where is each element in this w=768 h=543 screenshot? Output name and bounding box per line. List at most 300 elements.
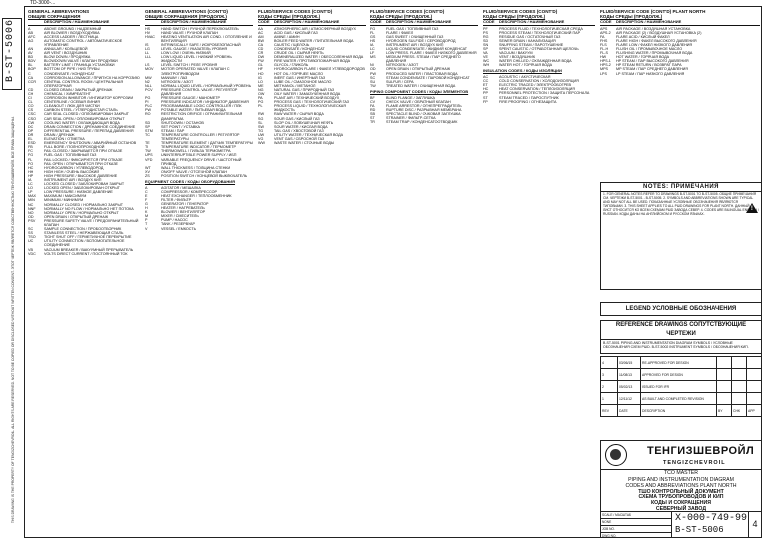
abbrev-row: [145, 133, 253, 141]
abbrev-code: NG: [258, 87, 264, 92]
abbrev-desc: SNUFFING STEAM / ПАРОТУШЕНИЕ: [499, 42, 564, 47]
revision-by: BY: [717, 405, 732, 417]
abbrev-code: WH: [483, 63, 490, 68]
abbrev-desc: TANK / РЕЗЕРВУАР: [161, 222, 195, 227]
abbrev-desc: CENTERLINE / ОСЕВАЯ ЛИНИЯ: [44, 100, 100, 105]
abbrev-code: ME: [258, 83, 264, 88]
abbrev-code: DC: [28, 124, 34, 129]
abbrev-code: LO: [258, 79, 263, 84]
abbrev-code: HP: [28, 173, 34, 178]
abbrev-desc: CAUSTIC / ЩЕЛОЧЬ: [274, 42, 310, 47]
abbrev-code: T: [145, 222, 148, 227]
abbrev-desc: VESSEL / ЕМКОСТЬ: [161, 226, 197, 231]
abbrev-code: SS: [28, 231, 33, 236]
abbrev-code: PCV: [145, 87, 153, 92]
abbrev-code: FL: [370, 30, 375, 35]
abbrev-desc: CARBON STEEL / УГЛЕРОДИСТАЯ СТАЛЬ: [44, 108, 118, 113]
abbrev-row: [145, 227, 253, 231]
column-title-ru: КОДЫ СРЕДЫ (ПРОДОЛЖ.): [370, 14, 433, 19]
abbrev-code: XV: [145, 169, 150, 174]
abbrev-code: UW: [258, 132, 265, 137]
abbrev-desc: NORMALLY OPEN / НОРМАЛЬНО ОТКРЫТ: [44, 210, 119, 215]
abbrev-code: APS-2: [600, 30, 611, 35]
vertical-sheet-code-text: B-ST-5006: [5, 18, 17, 83]
abbrev-code: CSC: [28, 112, 36, 117]
abbrev-code: LP: [28, 190, 33, 195]
abbrev-code: SL: [258, 120, 263, 125]
abbrev-code: PL: [258, 104, 263, 109]
abbrev-code: HPS-2: [600, 63, 611, 68]
abbrev-desc: SHUTDOWN / ОСТАНОВ: [161, 120, 204, 125]
abbrev-code: MW: [145, 75, 152, 80]
abbrev-code: OW: [258, 92, 265, 96]
abbrev-code: DP: [28, 128, 34, 133]
abbrev-code: VG: [258, 137, 264, 142]
abbrev-code: TSO: [28, 235, 36, 240]
abbrev-code: LG: [145, 46, 150, 51]
abbrev-code: VDC: [28, 251, 36, 256]
abbrev-code: PA: [258, 96, 263, 101]
column-header-desc: DESCRIPTION / НАИМЕНОВАНИЕ: [616, 19, 682, 24]
abbrev-desc: HP STEAM RETURN / ВОЗВРАТ ПАРА: [616, 63, 682, 68]
abbrev-desc: CENTRAL CONTROL ROOM / ЦЕНТРАЛЬНАЯ ОПЕРАТОРНАЯ: [44, 79, 124, 88]
abbrev-code: BDV: [28, 59, 36, 64]
abbrev-code: FA: [600, 34, 605, 39]
abbrev-desc: LOW LOW / ОЧЕНЬ НИЗКИЙ: [161, 51, 211, 56]
abbrev-desc: AIR PACKAGE / ВОЗДУШНАЯ УСТАНОВКА: [616, 26, 691, 31]
abbrev-desc: METHANOL / МЕТАНОЛ: [274, 83, 316, 88]
grid-label: DWG NO.: [602, 534, 617, 538]
abbrev-code: FO: [28, 161, 34, 166]
abbrev-code: IS: [145, 42, 149, 47]
abbrev-desc: ACCESS LADDER / ЛЕСТНИЦА: [44, 34, 99, 39]
abbrev-code: NLL: [145, 83, 152, 88]
column-title-en: GENERAL ABBREVIATIONS: [28, 9, 90, 14]
column-title: [145, 9, 253, 19]
abbrev-code: RW: [258, 112, 265, 117]
revision-rev: REV: [601, 405, 618, 417]
section-title: PIPING COMPONENT CODES / КОДЫ ЭЛЕМЕНТОВ: [370, 88, 469, 94]
abbrev-desc: BLOWDOWN VALVE / КЛАПАН ПРОДУВКИ: [44, 59, 118, 64]
abbrev-row: [28, 39, 140, 47]
abbrev-code: FG: [370, 26, 376, 31]
abbrev-row: [145, 88, 253, 96]
abbrev-desc: LP STEAM / ПАР НИЗКОГО ДАВЛЕНИЯ: [616, 71, 685, 76]
column-header: [28, 20, 140, 26]
abbrev-desc: CHECK VALVE / ОБРАТНЫЙ КЛАПАН: [386, 99, 451, 104]
abbrev-code: PG: [145, 96, 151, 101]
sheet-number: 4: [748, 512, 761, 537]
abbrev-row: [145, 158, 253, 166]
abbrev-desc: ON/OFF VALVE / ОТСЕЧНОЙ КЛАПАН: [161, 169, 228, 174]
abbrev-desc: LUBE OIL / СМАЗОЧНОЕ МАСЛО: [274, 79, 332, 84]
abbrev-desc: INSTRUMENT AIR / ВОЗДУХ КИП: [386, 42, 444, 47]
column-title: [370, 9, 478, 19]
abbrev-code: AA: [258, 26, 263, 31]
abbrev-desc: LOCKED CLOSED / ЗАБЛОКИРОВАН ЗАКРЫТ: [44, 182, 125, 187]
document-number: X-000-749-99: [675, 513, 748, 524]
abbrev-desc: TEMPERATURE INDICATOR / ТЕРМОМЕТР: [161, 145, 236, 150]
abbrev-desc: FUEL GAS / ТОПЛИВНЫЙ ГАЗ: [386, 26, 439, 31]
column-title-ru: ОБЩИЕ СОКРАЩЕНИЯ: [28, 14, 81, 19]
abbrev-code: TG: [258, 128, 264, 133]
vertical-disclaimer-text: THIS DRAWING IS THE PROPERTY OF TENGIZCHEVROIL. ALL RIGHTS ARE RESERVED. NOT TO BE COPIED OR DISCLOSED WITHOUT WRITTEN CONSENT. ЭТОТ ЧЕРТЕЖ ЯВЛЯЕТСЯ СОБСТВЕННОСТЬЮ ТЕНГИЗШЕВРОЙЛ. ВСЕ ПРАВА ЗАЩИЩЕНЫ.: [10, 116, 15, 524]
abbrev-row: [28, 252, 140, 256]
abbrev-code: HS: [370, 38, 376, 43]
document-number-box: [600, 512, 762, 538]
section-title: INSULATION CODES / КОДЫ ИЗОЛЯЦИИ: [483, 68, 562, 74]
abbrev-code: FHS: [600, 38, 608, 43]
abbrev-code: TE: [145, 141, 150, 146]
section-rows: [145, 186, 253, 231]
reference-body: B-ST-5001 PIPING AND INSTRUMENTATION DIAGRAM SYMBOLS / УСЛОВНЫЕ ОБОЗНАЧЕНИЯ СХЕМ P&ID. B-ST-5002 INSTRUMENT SYMBOLS / ОБОЗНАЧЕНИЯ КИП.: [603, 341, 749, 350]
abbrev-desc: CHEMICAL / ХИМРЕАГЕНТ: [44, 92, 91, 96]
revision-rev: 4: [601, 357, 618, 369]
abbrev-row: [145, 55, 253, 63]
abbrev-code: PI: [145, 100, 149, 105]
abbrev-code: VFD: [145, 157, 153, 162]
abbrev-row: [145, 112, 253, 120]
abbrev-column-3: [258, 9, 366, 535]
abbrev-desc: LOW PRESS. FLARE / ФАКЕЛ НИЗКОГО ДАВЛЕНИЯ: [386, 51, 477, 56]
abbrev-code: K: [145, 210, 148, 215]
abbrev-desc: GAS SWEET / ОЧИЩЕННЫЙ ГАЗ: [386, 34, 444, 39]
abbrev-code: ZS: [145, 173, 150, 178]
abbrev-desc: RESIDUE GAS / ОСТАТОЧНЫЙ ГАЗ: [499, 34, 561, 39]
abbrev-column-4: [370, 9, 478, 535]
abbrev-code: OD: [370, 67, 376, 72]
abbrev-code: DW: [258, 55, 265, 60]
column-header-desc: DESCRIPTION / НАИМЕНОВАНИЕ: [274, 19, 340, 24]
revision-app: [747, 369, 762, 381]
revision-chk: [732, 393, 747, 405]
abbrev-desc: UNINTERRUPTIBLE POWER SUPPLY / ИБП: [161, 153, 237, 158]
column-header: [370, 20, 478, 26]
revision-desc: APPROVED FOR DESIGN: [641, 369, 717, 381]
abbrev-desc: GENERATOR / ГЕНЕРАТОР: [161, 201, 209, 206]
abbrev-desc: PROCESS GAS / ТЕХНОЛОГИЧЕСКИЙ ГАЗ: [274, 100, 349, 105]
abbrev-code: FC: [28, 149, 33, 154]
abbrev-code: STM: [145, 128, 153, 133]
grid-label: SCALE / МАСШТАБ: [601, 512, 671, 519]
abbrev-code: FB: [28, 145, 33, 150]
abbrev-desc: SAMPLE CONNECTION / ПРОБООТБОРНИК: [44, 227, 122, 232]
abbrev-code: ST: [483, 95, 488, 100]
title-line-en-2: PIPING AND INSTRUMENTATION DIAGRAM: [628, 476, 734, 483]
abbrev-column-1: [28, 9, 140, 535]
abbrev-desc: RESTRICTION ORIFICE / ОГРАНИЧИТЕЛЬНАЯ ДИАФРАГМА: [161, 112, 243, 121]
abbrev-code: PP: [483, 91, 488, 96]
abbrev-code: NC: [28, 202, 34, 207]
abbrev-code: PLC: [145, 104, 153, 109]
abbrev-code: CSO: [28, 116, 36, 121]
abbrev-desc: PRESSURE GAUGE / МАНОМЕТР: [161, 96, 221, 101]
abbrev-code: BL: [28, 63, 33, 68]
abbrev-code: APS: [600, 26, 608, 31]
reference-drawings-box: [600, 320, 762, 354]
column-title-en: FLUID/SERVICE CODES (CONT'D): [258, 9, 333, 14]
abbrev-desc: TREATED WATER / ОЧИЩЕННАЯ ВОДА: [386, 83, 456, 88]
abbrev-desc: CLEANOUT / ЛЮК ДЛЯ ЧИСТКИ: [44, 104, 100, 109]
abbrev-code: PF: [483, 26, 488, 31]
abbrev-code: EL: [28, 137, 33, 142]
abbrev-desc: ANNULAR / КОЛЬЦЕВОЙ: [44, 46, 88, 51]
abbrev-code: NO: [28, 210, 34, 215]
column-title: [600, 9, 760, 19]
abbrev-code: FW: [258, 59, 264, 64]
revision-app: APP: [747, 405, 762, 417]
abbrev-desc: BLIND FLANGE / ЗАГЛУШКА: [386, 95, 435, 100]
abbrev-code: MPS: [600, 67, 608, 72]
abbrev-desc: OPEN DRAIN / ОТКРЫТЫЙ ДРЕНАЖ: [386, 67, 451, 72]
revision-desc: RE-APPROVED FOR DESIGN: [641, 357, 717, 369]
abbrev-desc: HYDROGEN SULFIDE / СЕРОВОДОРОД: [386, 38, 456, 43]
abbrev-desc: UTILITY CONNECTION / ВСПОМОГАТЕЛЬНОЕ СОЕДИНЕНИЕ: [44, 239, 125, 248]
abbrev-code: VE: [483, 55, 488, 60]
abbrev-code: HV: [145, 30, 151, 35]
abbrev-desc: SPENT CAUSTIC / ОТРАБОТАННАЯ ЩЕЛОЧЬ: [499, 46, 579, 51]
abbrev-code: AG: [28, 38, 34, 43]
abbrev-code: CO: [28, 104, 34, 109]
abbrev-desc: FIRE WATER / ПРОТИВОПОЖАРНАЯ ВОДА: [274, 59, 351, 64]
abbrev-desc: FLARE / ФАКЕЛ: [386, 30, 414, 35]
abbrev-desc: NORMALLY NO FLOW / НОРМАЛЬНО НЕТ ПОТОКА: [44, 206, 134, 211]
abbrev-desc: SOUR WATER / КИСЛАЯ ВОДА: [274, 124, 328, 129]
abbrev-desc: SULFUR / СЕРА: [386, 79, 414, 84]
abbrev-code: VB: [28, 247, 33, 252]
abbrev-desc: BLOWER / ВЕНТИЛЯТОР: [161, 210, 206, 215]
company-name-ru: ТЕНГИЗШЕВРОЙЛ: [647, 445, 755, 457]
abbrev-desc: FUEL GAS / ТОПЛИВНЫЙ ГАЗ: [44, 153, 97, 158]
abbrev-code: N2: [145, 79, 150, 84]
abbrev-column-6: [600, 9, 760, 179]
abbrev-desc: FLAME ARRESTOR / ОГНЕПРЕГРАДИТЕЛЬ: [386, 103, 462, 108]
abbrev-code: HO: [258, 71, 264, 76]
revision-app: [747, 381, 762, 393]
column-title-ru: КОДЫ СРЕДЫ (ПРОДОЛЖ.): [258, 14, 321, 19]
abbrev-code: TW: [370, 83, 376, 88]
abbrev-desc: ELEVATION / ОТМЕТКА: [44, 137, 85, 142]
abbrev-row: [145, 174, 253, 178]
column-title-en: FLUID/SERVICE CODES (CONT'D): [370, 9, 445, 14]
abbrev-code: E: [145, 193, 148, 198]
column-header-code: CODE: [258, 19, 270, 24]
abbrev-desc: RUPTURE DISC / РАЗРЫВНАЯ МЕМБРАНА: [386, 107, 462, 112]
abbrev-desc: ATMOSPHERIC AIR / АТМОСФЕРНЫЙ ВОЗДУХ: [274, 26, 356, 31]
grid-label: JOB NO.: [601, 526, 671, 533]
title-line-ru-3: КОДЫ И СОКРАЩЕНИЯ: [650, 499, 712, 506]
abbrev-desc: FILTER / ФИЛЬТР: [161, 197, 192, 202]
abbrev-code: AV: [28, 51, 33, 56]
abbrev-desc: TIGHT SHUT OFF / ГЕРМЕТИЧНОЕ ПЕРЕКРЫТИЕ: [44, 235, 132, 240]
abbrev-code: MIN: [28, 198, 35, 203]
revision-chk: [732, 369, 747, 381]
abbrev-code: RG: [483, 34, 489, 39]
abbrev-code: TI: [145, 145, 149, 150]
revision-by: [717, 381, 732, 393]
abbrev-desc: RAW WATER / СЫРАЯ ВОДА: [274, 112, 324, 117]
column-header-desc: DESCRIPTION / НАИМЕНОВАНИЕ: [386, 19, 452, 24]
abbrev-desc: PROCESS STEAM / ТЕХНОЛОГИЧЕСКИЙ ПАР: [499, 30, 581, 35]
column-title-ru: КОДЫ СРЕДЫ (ПРОДОЛЖ.): [600, 14, 663, 19]
abbrev-desc: MIXER / СМЕСИТЕЛЬ: [161, 214, 199, 219]
reference-title: REFERENCE DRAWINGS СОПУТСТВУЮЩИЕ ЧЕРТЕЖИ: [601, 321, 761, 340]
revision-app: [747, 393, 762, 405]
vertical-disclaimer-strip: [4, 92, 20, 532]
abbrev-desc: FLARE ACID / КИСЛЫЙ ФАКЕЛ: [616, 34, 670, 39]
abbrev-desc: WATER HOT / ГОРЯЧАЯ ВОДА: [499, 63, 553, 68]
abbrev-code: SP: [483, 46, 488, 51]
abbrev-code: LLL: [145, 55, 152, 60]
abbrev-desc: FAIL OPEN / ОТКРЫВАЕТСЯ ПРИ ОТКАЗЕ: [44, 161, 119, 166]
abbrev-desc: MP STEAM / ПАР СРЕДНЕГО ДАВЛЕНИЯ: [616, 67, 688, 72]
abbrev-desc: WATER CHILLED / ОХЛАЖДЕННАЯ ВОДА: [499, 59, 572, 64]
column-rows: [258, 27, 366, 146]
revision-rev: 1: [601, 393, 618, 405]
document-info-grid: [601, 512, 672, 537]
abbrev-code: ST: [370, 115, 375, 120]
revision-row: [601, 405, 762, 417]
abbrev-row: [145, 35, 253, 43]
abbrev-desc: FLUSH OIL / ПРОМЫВОЧНОЕ МАСЛО: [616, 46, 683, 51]
column-title-ru: ОБЩИЕ СОКРАЩЕНИЯ (ПРОДОЛЖ.): [145, 14, 227, 19]
abbrev-code: UC: [28, 239, 34, 244]
abbrev-desc: COOLING WATER / ОХЛАЖДАЮЩАЯ ВОДА: [44, 120, 120, 125]
abbrev-desc: CAR SEAL OPEN / ОПЛОМБИРОВАН ОТКРЫТ: [44, 116, 125, 121]
abbrev-desc: ELECTRIC TRACED / ЭЛЕКТРООБОГРЕВ: [499, 83, 571, 88]
abbrev-desc: SEWER DRAIN / КАНАЛИЗАЦИЯ: [499, 38, 556, 43]
abbrev-code: LL: [145, 51, 150, 56]
abbrev-code: FG: [28, 153, 34, 158]
revision-chk: [732, 381, 747, 393]
abbrev-code: CA: [258, 42, 264, 47]
abbrev-desc: VACUUM / ВАКУУМ: [499, 51, 533, 56]
abbrev-desc: SPECTACLE BLIND / ОЧКОВАЯ ЗАГЛУШКА: [386, 111, 461, 116]
abbrev-code: HH: [28, 169, 34, 174]
abbrev-desc: FULL BORE / ПОЛНОПРОХОДНОЙ: [44, 145, 105, 150]
abbrev-code: VA: [483, 51, 488, 56]
column-rows: [370, 27, 478, 88]
abbrev-code: CL: [28, 100, 33, 105]
abbrev-desc: MINIMUM / МИНИМУМ: [44, 198, 84, 203]
abbrev-desc: LEVEL SWITCH / РЕЛЕ УРОВНЯ: [161, 63, 218, 68]
column-title: [258, 9, 366, 19]
column-header: [145, 20, 253, 26]
abbrev-desc: LOW LIQUID LEVEL / НИЗКИЙ УРОВЕНЬ ЖИДКОСТИ: [161, 55, 232, 64]
abbrev-code: LC: [28, 182, 33, 187]
company-logo-box: [600, 440, 762, 470]
abbrev-column-5: [483, 9, 595, 535]
abbrev-code: LF: [370, 51, 375, 56]
abbrev-desc: NATURAL GAS / ПРИРОДНЫЙ ГАЗ: [274, 87, 335, 92]
abbrev-desc: AGITATOR / МЕШАЛКА: [161, 185, 201, 190]
abbrev-code: OD: [28, 214, 34, 219]
abbrev-row: [145, 67, 253, 75]
abbrev-code: V: [145, 226, 148, 231]
abbrev-code: FLS: [600, 42, 607, 47]
revision-date: 12/11/12: [618, 393, 641, 405]
section-rows: [370, 96, 478, 125]
revision-rev: 3: [601, 369, 618, 381]
abbrev-desc: NITROGEN / АЗОТ: [161, 79, 194, 84]
abbrev-desc: LEVEL GAUGE / УКАЗАТЕЛЬ УРОВНЯ: [161, 46, 228, 51]
abbrev-code: A: [28, 26, 31, 31]
column-title-en: FLUID/SERVICE CODE (CONT'D) PLANT NORTH: [600, 9, 706, 14]
abbrev-code: IA: [370, 42, 374, 47]
title-line-ru-1: ТШО КОНТРОЛЬНЫЙ ДОКУМЕНТ: [638, 488, 724, 495]
abbrev-row: [370, 84, 478, 88]
notes-title: NOTES: ПРИМЕЧАНИЯ: [601, 183, 761, 192]
title-line-ru-4: СЕВЕРНЫЙ ЗАВОД: [655, 505, 707, 512]
abbrev-desc: CRUDE OIL / СЫРАЯ НЕФТЬ: [274, 51, 324, 56]
abbrev-code: P: [145, 218, 148, 223]
abbrev-code: AC: [483, 75, 489, 80]
abbrev-desc: PLANT AIR / ТЕХНИЧЕСКИЙ ВОЗДУХ: [274, 96, 340, 101]
legend-title: LEGEND УСЛОВНЫЕ ОБОЗНАЧЕНИЯ: [600, 302, 762, 316]
abbrev-code: PW: [145, 108, 151, 113]
abbrev-desc: OILY WATER / ЗАМАЗУЧЕННАЯ ВОДА: [274, 92, 341, 96]
abbrev-code: CV: [370, 99, 376, 104]
abbrev-desc: FLARE HIGH / ФАКЕЛ ВЫСОКОГО ДАВЛЕНИЯ: [616, 38, 697, 43]
abbrev-desc: LOCKED OPEN / ЗАБЛОКИРОВАН ОТКРЫТ: [44, 186, 120, 191]
abbrev-desc: WALL THICKNESS / ТОЛЩИНА СТЕНКИ: [161, 165, 231, 170]
column-rows: [600, 27, 760, 76]
abbrev-code: G: [145, 201, 148, 206]
abbrev-desc: BATTERY LIMIT / ГРАНИЦА УСТАНОВКИ: [44, 63, 115, 68]
abbrev-code: PG: [258, 100, 264, 105]
abbrev-desc: LIQUID CONDENSATE / ЖИДКИЙ КОНДЕНСАТ: [386, 46, 468, 51]
abbrev-column-2: [145, 9, 253, 535]
abbrev-desc: PUMP / НАСОС: [161, 218, 188, 223]
abbrev-desc: NORMALLY CLOSED / НОРМАЛЬНО ЗАКРЫТ: [44, 202, 123, 207]
abbrev-desc: PROCESS LIQUID / ТЕХНОЛОГИЧЕСКАЯ ЖИДКОСТЬ: [274, 104, 346, 113]
abbrev-desc: PRODUCED WATER / ПЛАСТОВАЯ ВОДА: [386, 71, 458, 76]
abbrev-desc: BOILER FEED WATER / ПИТАТЕЛЬНАЯ ВОДА: [274, 38, 354, 43]
abbrev-desc: LOW PRESSURE / НИЗКОЕ ДАВЛЕНИЕ: [44, 190, 113, 195]
abbrev-code: GS: [370, 34, 376, 39]
abbrev-desc: FLUSHING WATER / ПРОМЫВОЧНАЯ ВОДА: [616, 51, 693, 56]
abbrev-desc: THERMOWELL / ГИЛЬЗА ТЕРМОМЕТРА: [161, 149, 231, 154]
abbrev-code: SP: [145, 124, 150, 129]
column-rows: [483, 27, 595, 68]
abbrev-desc: AIR PACKAGE (2) / ВОЗДУШНАЯ УСТАНОВКА (2): [616, 30, 702, 35]
abbrev-row: [483, 100, 595, 104]
abbrev-code: IG: [258, 75, 262, 80]
abbrev-code: CCR: [28, 79, 36, 84]
abbrev-code: HC: [28, 165, 34, 170]
revision-rev: 2: [601, 381, 618, 393]
abbrev-desc: DRAIN CONNECTION / ДРЕНАЖНОЕ СОЕДИНЕНИЕ: [44, 124, 136, 129]
abbrev-code: FL-H: [600, 46, 609, 51]
abbrev-code: PSV: [28, 218, 36, 223]
abbrev-desc: PRESSURE CONTROL VALVE / РЕГУЛЯТОР ДАВЛЕНИЯ: [161, 87, 238, 96]
abbrev-desc: HEAT CONSERVATION / ТЕПЛОИЗОЛЯЦИЯ: [499, 87, 575, 92]
abbrev-code: HC: [483, 87, 489, 92]
abbrev-desc: STEAM / ПАР: [161, 128, 185, 133]
abbrev-desc: SET POINT / УСТАВКА: [161, 124, 200, 129]
abbrev-desc: HP STEAM / ПАР ВЫСОКОГО ДАВЛЕНИЯ: [616, 59, 689, 64]
abbrev-desc: PRESSURE INDICATOR / ИНДИКАТОР ДАВЛЕНИЯ: [161, 100, 249, 105]
abbrev-desc: HEATER / НАГРЕВАТЕЛЬ: [161, 206, 205, 211]
abbrev-desc: HIGH HIGH / ОЧЕНЬ ВЫСОКИЙ: [44, 169, 99, 174]
abbrev-code: SU: [370, 79, 376, 84]
abbrev-code: FA: [370, 103, 375, 108]
abbrev-code: DR: [28, 132, 34, 137]
abbrev-code: ESD: [28, 141, 36, 146]
abbrev-row: [258, 141, 366, 145]
abbrev-code: CW: [28, 120, 35, 125]
title-line-ru-2: СХЕМА ТРУБОПРОВОДОВ И КИП: [638, 494, 724, 501]
